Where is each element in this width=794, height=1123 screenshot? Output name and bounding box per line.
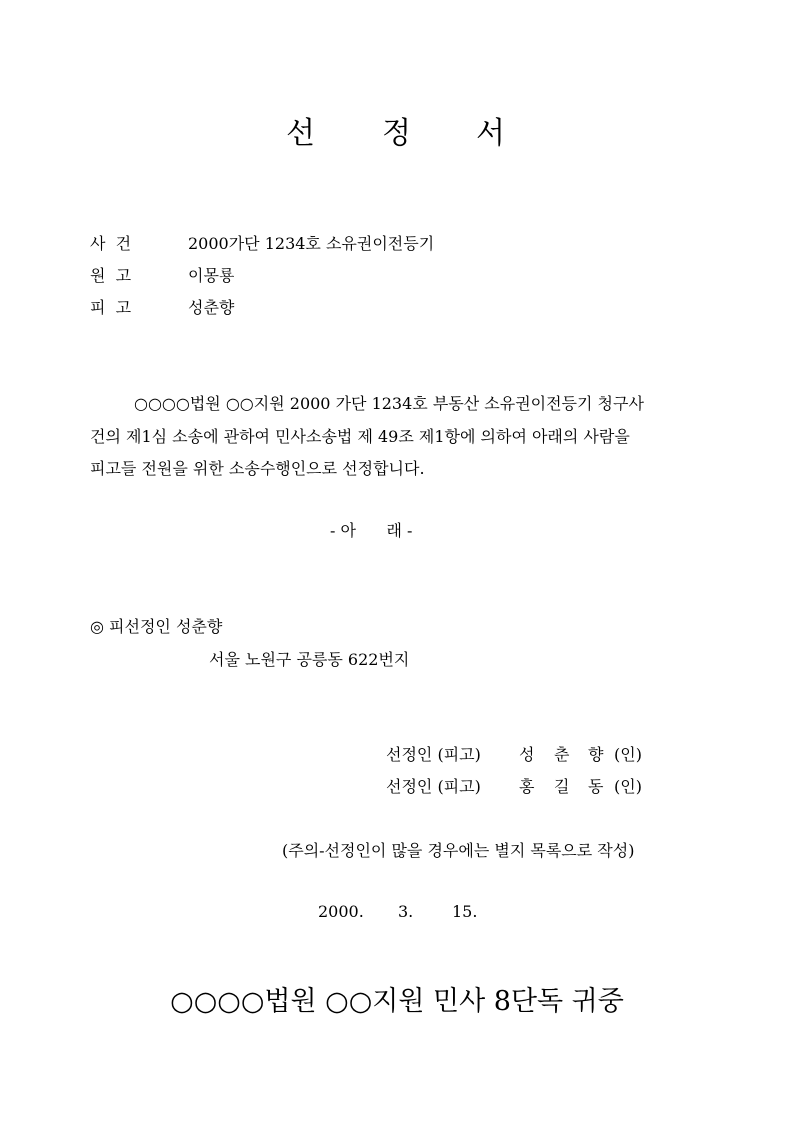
plaintiff-label: 원 고 [90, 266, 132, 285]
plaintiff-value: 이몽룡 [188, 266, 235, 285]
case-value: 2000가단 1234호 소유권이전등기 [188, 234, 435, 253]
case-info-row [90, 230, 710, 258]
signature-row [386, 740, 666, 770]
appointee-address: 서울 노원구 공릉동 622번지 [209, 650, 410, 669]
note-text: (주의-선정인이 많을 경우에는 별지 목록으로 작성) [282, 841, 635, 860]
signature-name-char: 성 [519, 745, 535, 764]
court-addressee: ○○○○법원 ○○지원 민사 8단독 귀중 [170, 986, 624, 1017]
defendant-info-row [90, 294, 710, 322]
plaintiff-info-row [90, 262, 710, 290]
body-paragraph-line-3: 피고들 전원을 위한 소송수행인으로 선정합니다. [90, 459, 425, 478]
date-year: 2000. [318, 902, 364, 921]
signature-name-char: 향 [588, 745, 604, 764]
body-paragraph-line-2: 건의 제1심 소송에 관하여 민사소송법 제 49조 제1항에 의하여 아래의 사람을 [90, 427, 630, 446]
date-month: 3. [398, 902, 414, 921]
signature-name-char: 춘 [554, 745, 570, 764]
signature-seal: (인) [614, 745, 642, 764]
signature-name-char: 동 [588, 777, 604, 796]
title-char-3: 서 [476, 116, 505, 151]
signature-row [386, 772, 666, 802]
body-paragraph-line-1: ○○○○법원 ○○지원 2000 가단 1234호 부동산 소유권이전등기 청구사 [134, 394, 644, 413]
title-char-2: 정 [382, 116, 411, 151]
defendant-value: 성춘향 [188, 298, 235, 317]
signature-role: 선정인 (피고) [386, 745, 481, 764]
document-date [318, 897, 518, 927]
case-label: 사 건 [90, 234, 132, 253]
document-title [0, 112, 794, 156]
signature-name-char: 길 [554, 777, 570, 796]
signature-name-char: 홍 [519, 777, 535, 796]
signature-role: 선정인 (피고) [386, 777, 481, 796]
signature-seal: (인) [614, 777, 642, 796]
defendant-label: 피 고 [90, 298, 132, 317]
date-day: 15. [452, 902, 478, 921]
appointee-line: ◎ 피선정인 성춘향 [90, 617, 223, 636]
title-char-1: 선 [286, 116, 315, 151]
section-heading: - 아 래 - [330, 521, 413, 540]
